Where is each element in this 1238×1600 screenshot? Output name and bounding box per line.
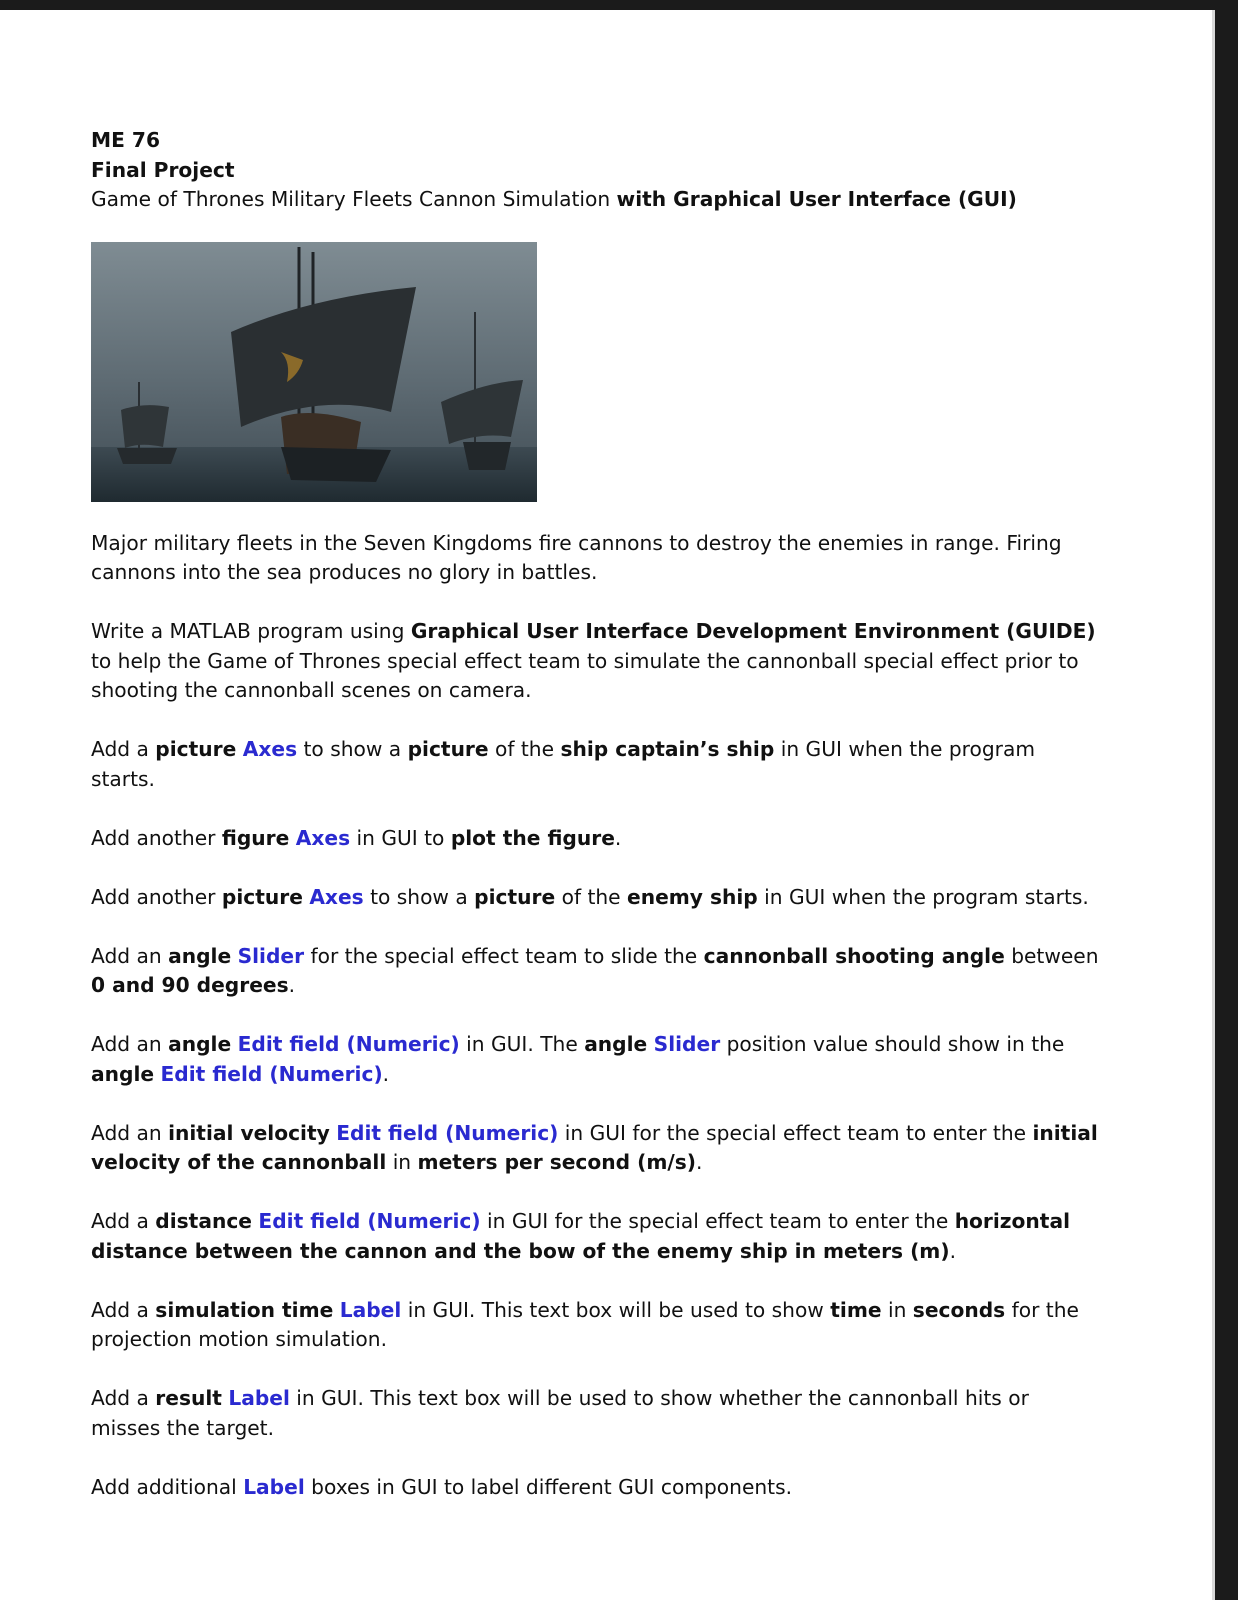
component-term: Slider [653,1032,721,1056]
window-frame-right [1215,0,1238,1600]
paragraph-text: in GUI to [350,825,451,850]
paragraph [91,1030,1101,1089]
component-term: Label [243,1474,305,1499]
emphasis-text: angle [168,943,232,968]
emphasis-text: seconds [912,1297,1006,1322]
paragraph-text: for the special effect team to slide the [304,943,704,968]
emphasis-text: angle [584,1032,648,1056]
component-term: Slider [237,943,305,968]
component-term: Edit field (Numeric) [160,1061,383,1086]
emphasis-text: plot the figure [450,825,615,850]
paragraph-text: of the [555,884,628,909]
component-term: Edit field (Numeric) [336,1120,559,1145]
paragraph [91,883,1101,913]
paragraph [91,617,1101,706]
emphasis-text: ship captain’s ship [560,737,775,761]
paragraph-text: boxes in GUI to label different GUI components. [304,1474,793,1499]
paragraph-text: Add a [91,737,156,761]
paragraph-text: . [949,1238,956,1263]
component-term: Edit field (Numeric) [258,1209,481,1233]
emphasis-text: horizontal distance between the cannon and the bow of the enemy ship in meters (m) [91,1209,1070,1263]
paragraph-text: Major military fleets in the Seven Kingdoms fire cannons to destroy the enemies in range. Firing cannons into the sea produces no glory in battles. [91,530,1062,584]
paragraph-text: to show a [297,737,408,761]
paragraph-text: . [382,1061,390,1086]
paragraph-text: for the projection motion simulation. [91,1297,1079,1351]
assignment-title: Final Project [91,157,235,182]
emphasis-text: meters per second (m/s) [417,1150,696,1174]
body-paragraphs [91,529,1101,1503]
paragraph-text: in GUI when the program starts. [91,737,1035,791]
emphasis-text: enemy ship [627,884,758,909]
emphasis-text: picture [221,884,303,909]
paragraph-text: in [881,1297,913,1322]
paragraph-text: Add a [91,1209,156,1233]
emphasis-text: initial velocity of the cannonball [91,1120,1098,1174]
paragraph [91,529,1101,588]
paragraph-text: in GUI. The [459,1032,585,1056]
paragraph-text: in GUI when the program starts. [757,884,1089,909]
project-subtitle-bold: with Graphical User Interface (GUI) [616,187,1017,211]
emphasis-text: angle [168,1032,232,1056]
paragraph-text: to help the Game of Thrones special effect team to simulate the cannonball special effect prior to shooting the cannonball scenes on camera. [91,648,1079,702]
paragraph-text: Add additional [91,1474,244,1499]
paragraph-text: of the [488,737,561,761]
emphasis-text: result [155,1386,222,1410]
emphasis-text: picture [474,884,556,909]
emphasis-text: 0 and 90 degrees [91,973,289,997]
project-subtitle-plain: Game of Thrones Military Fleets Cannon Simulation [91,187,617,211]
paragraph-text: . [614,825,622,850]
paragraph-text: . [696,1150,703,1174]
component-term: Label [228,1386,290,1410]
component-term: Axes [309,884,364,909]
emphasis-text: simulation time [155,1297,334,1322]
paragraph-text: to show a [363,884,475,909]
component-term: Axes [295,825,351,850]
paragraph [91,942,1101,1001]
component-term: Label [339,1297,402,1322]
paragraph [91,1473,1101,1503]
paragraph-text: Add another [91,884,222,909]
project-subtitle [91,185,1101,215]
emphasis-text: cannonball shooting angle [703,943,1005,968]
paragraph-text: Add an [91,1120,169,1145]
paragraph-text: Add a [91,1297,156,1322]
emphasis-text: figure [221,825,290,850]
window-frame-top [0,0,1238,10]
paragraph-text: in GUI for the special effect team to enter the [558,1120,1033,1145]
emphasis-text: time [830,1297,882,1322]
emphasis-text: picture [155,737,237,761]
paragraph-text: position value should show in the [720,1032,1065,1056]
paragraph-text: Add a [91,1386,156,1410]
emphasis-text: picture [407,737,489,761]
component-term: Axes [242,737,298,761]
emphasis-text: distance [155,1209,252,1233]
paragraph-text: in GUI. This text box will be used to show whether the cannonball hits or misses the target. [91,1386,1029,1440]
paragraph [91,1296,1101,1355]
course-code: ME 76 [91,128,161,152]
paragraph-text: in [386,1150,418,1174]
emphasis-text: Graphical User Interface Development Environment (GUIDE) [410,619,1096,643]
emphasis-text: angle [91,1061,155,1086]
paragraph [91,824,1101,854]
paragraph-text: Add another [91,825,222,850]
paragraph [91,1119,1101,1178]
paragraph-text: in GUI for the special effect team to enter the [480,1209,955,1233]
document-page [91,126,1101,1532]
paragraph-text: Write a MATLAB program using [91,619,411,643]
paragraph [91,1384,1101,1443]
paragraph-text: in GUI. This text box will be used to show [401,1297,831,1322]
paragraph-text: Add an [91,943,169,968]
paragraph [91,1207,1101,1266]
paragraph-text: between [1004,943,1099,968]
paragraph-text: . [288,973,296,997]
emphasis-text: initial velocity [168,1120,330,1145]
paragraph-text: Add an [91,1032,169,1056]
component-term: Edit field (Numeric) [237,1032,460,1056]
paragraph [91,735,1101,794]
ships-photo [91,242,537,502]
